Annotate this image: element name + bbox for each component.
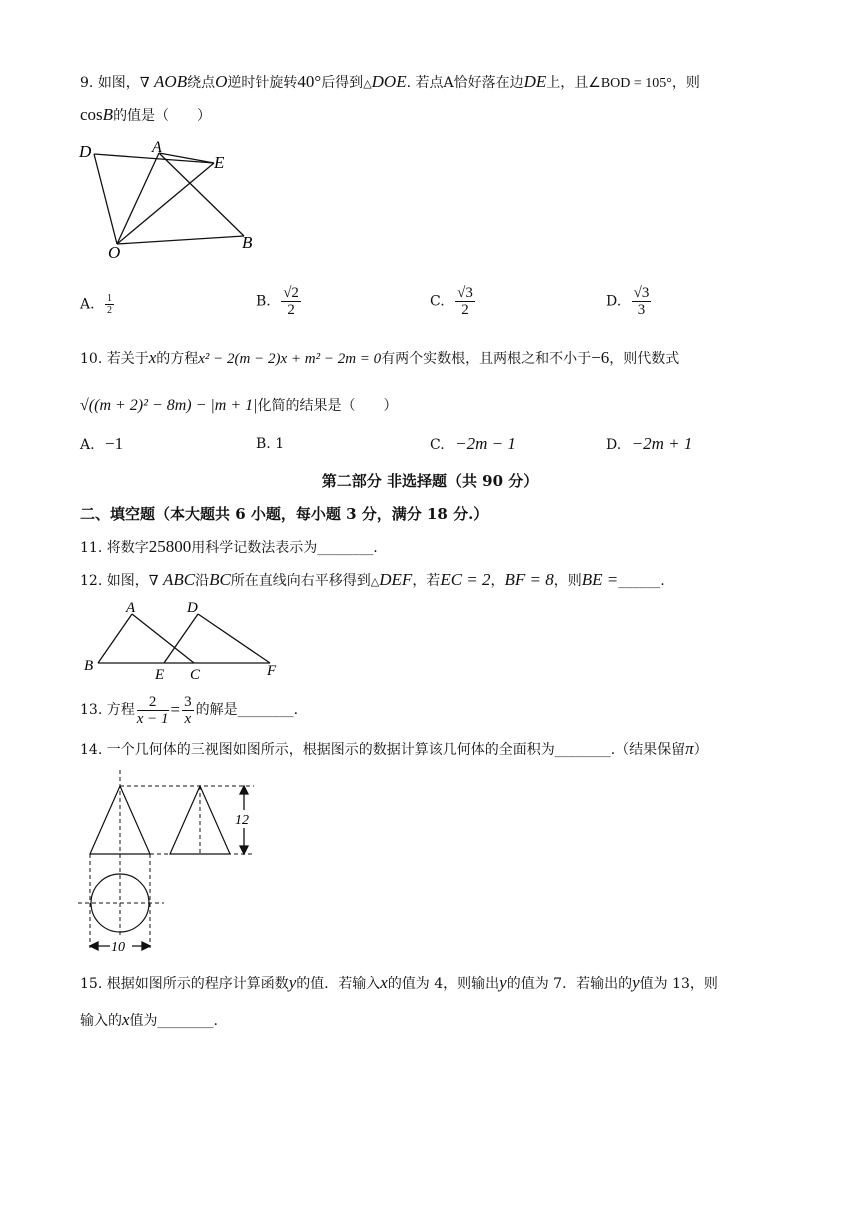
q12-figure	[82, 598, 282, 682]
q9-option-b[interactable]: B. $\frac{√2}{2}$	[256, 285, 299, 318]
label-e: E	[214, 153, 225, 172]
q13-number: 13.	[80, 702, 103, 718]
label-a: A	[126, 600, 136, 616]
dim-height-label: 12	[235, 813, 249, 828]
label-e: E	[155, 667, 165, 682]
q9-option-d[interactable]: D. $\frac{√3}{3}$	[606, 285, 650, 318]
part2-title: 第二部分 非选择题（共 90 分）	[321, 472, 539, 490]
q10-option-b[interactable]: B. 1	[256, 436, 285, 452]
q9-option-a[interactable]: A. $\frac{1}{2}$	[80, 293, 113, 316]
q10-stem-line2: √((m + 2)² − 8m) − |m + 1|化简的结果是（ ）	[80, 397, 398, 414]
q12-stem: 12. 如图，∇ ABC沿BC所在直线向右平移得到△DEF，若EC = 2，BF = 8，则BE =______.	[80, 570, 665, 589]
label-f: F	[267, 663, 277, 679]
q13-stem: 13. 方程 $\frac{2}{x - 1}$ = $\frac{3}{x}$ 的解是________.	[80, 693, 299, 727]
q9-stem: 9. 如图，∇ AOB绕点O逆时针旋转40°后得到△DOE. 若点A恰好落在边DE上，且∠BOD = 105°，则	[80, 72, 700, 91]
q9-option-c[interactable]: C. $\frac{√3}{2}$	[430, 285, 473, 318]
label-b: B	[84, 658, 94, 674]
q10-option-c[interactable]: C. −2m − 1	[430, 434, 516, 453]
label-d: D	[79, 142, 92, 161]
q11-stem: 11. 将数字25800用科学记数法表示为________.	[80, 537, 378, 556]
label-a: A	[152, 139, 162, 156]
label-d: D	[187, 600, 198, 616]
q9-figure	[74, 136, 274, 262]
label-b: B	[242, 233, 253, 252]
q10-option-d[interactable]: D. −2m + 1	[606, 434, 693, 453]
q9-stem-line2: cosB的值是（ ）	[80, 105, 212, 124]
label-o: O	[108, 243, 121, 262]
q10-stem: 10. 若关于x的方程x² − 2(m − 2)x + m² − 2m = 0有两个实数根，且两根之和不小于−6，则代数式	[80, 348, 680, 367]
q14-number: 14.	[80, 742, 103, 758]
q12-number: 12.	[80, 573, 103, 589]
q15-stem: 15. 根据如图所示的程序计算函数y的值．若输入x的值为 4，则输出y的值为 7．若输出的y值为 13，则	[80, 973, 718, 992]
q14-stem: 14. 一个几何体的三视图如图所示，根据图示的数据计算该几何体的全面积为________.（结果保留π）	[80, 739, 708, 758]
q15-number: 15.	[80, 976, 103, 992]
label-c: C	[190, 667, 201, 682]
q10-number: 10.	[80, 351, 103, 367]
q9-number: 9.	[80, 75, 94, 91]
dim-width-label: 10	[111, 940, 125, 955]
q10-option-a[interactable]: A. −1	[80, 434, 124, 453]
q11-number: 11.	[80, 540, 103, 556]
section2-title: 二、填空题（本大题共 6 小题，每小题 3 分，满分 18 分.）	[80, 505, 489, 523]
q14-three-views	[74, 770, 270, 958]
q15-stem-line2: 输入的x值为________.	[80, 1010, 218, 1029]
